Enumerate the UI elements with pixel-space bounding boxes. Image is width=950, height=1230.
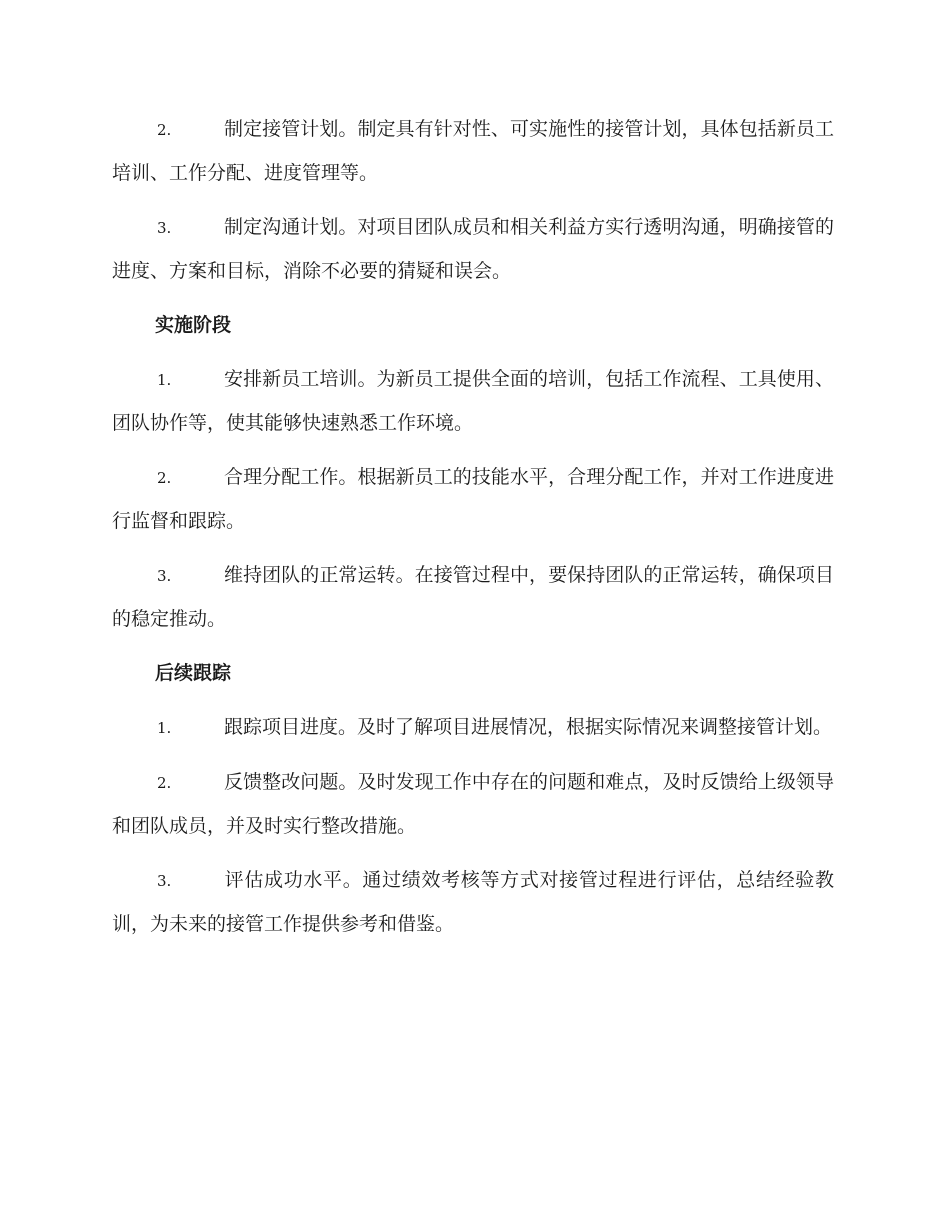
item-number: 1.: [157, 719, 172, 737]
item-text: 制定接管计划。制定具有针对性、可实施性的接管计划，具体包括新员工培训、工作分配、进度管理等。: [112, 118, 834, 184]
item-text: 制定沟通计划。对项目团队成员和相关利益方实行透明沟通，明确接管的进度、方案和目标，消除不必要的猜疑和误会。: [112, 216, 834, 282]
item-number: 3.: [157, 219, 172, 237]
item-text: 跟踪项目进度。及时了解项目进展情况，根据实际情况来调整接管计划。: [224, 716, 833, 738]
section-heading: 实施阶段: [155, 314, 232, 336]
document-page: [112, 108, 834, 957]
list-item: [112, 554, 834, 641]
item-text: 维持团队的正常运转。在接管过程中，要保持团队的正常运转，确保项目的稳定推动。: [112, 564, 834, 630]
list-item: [112, 358, 834, 445]
item-text: 安排新员工培训。为新员工提供全面的培训，包括工作流程、工具使用、团队协作等，使其能够快速熟悉工作环境。: [112, 368, 834, 434]
list-item: [112, 761, 834, 848]
item-number: 3.: [157, 567, 172, 585]
item-number: 3.: [157, 872, 172, 890]
item-number: 1.: [157, 371, 172, 389]
item-text: 评估成功水平。通过绩效考核等方式对接管过程进行评估，总结经验教训，为未来的接管工作提供参考和借鉴。: [112, 869, 834, 935]
list-item: [112, 108, 834, 195]
item-number: 2.: [157, 469, 172, 487]
list-item: [112, 859, 834, 946]
item-text: 合理分配工作。根据新员工的技能水平，合理分配工作，并对工作进度进行监督和跟踪。: [112, 466, 834, 532]
list-item: [112, 456, 834, 543]
item-text: 反馈整改问题。及时发现工作中存在的问题和难点，及时反馈给上级领导和团队成员，并及时实行整改措施。: [112, 771, 834, 837]
list-item: [112, 706, 834, 750]
item-number: 2.: [157, 774, 172, 792]
list-item: [112, 206, 834, 293]
section-heading: 后续跟踪: [155, 662, 232, 684]
item-number: 2.: [157, 121, 172, 139]
